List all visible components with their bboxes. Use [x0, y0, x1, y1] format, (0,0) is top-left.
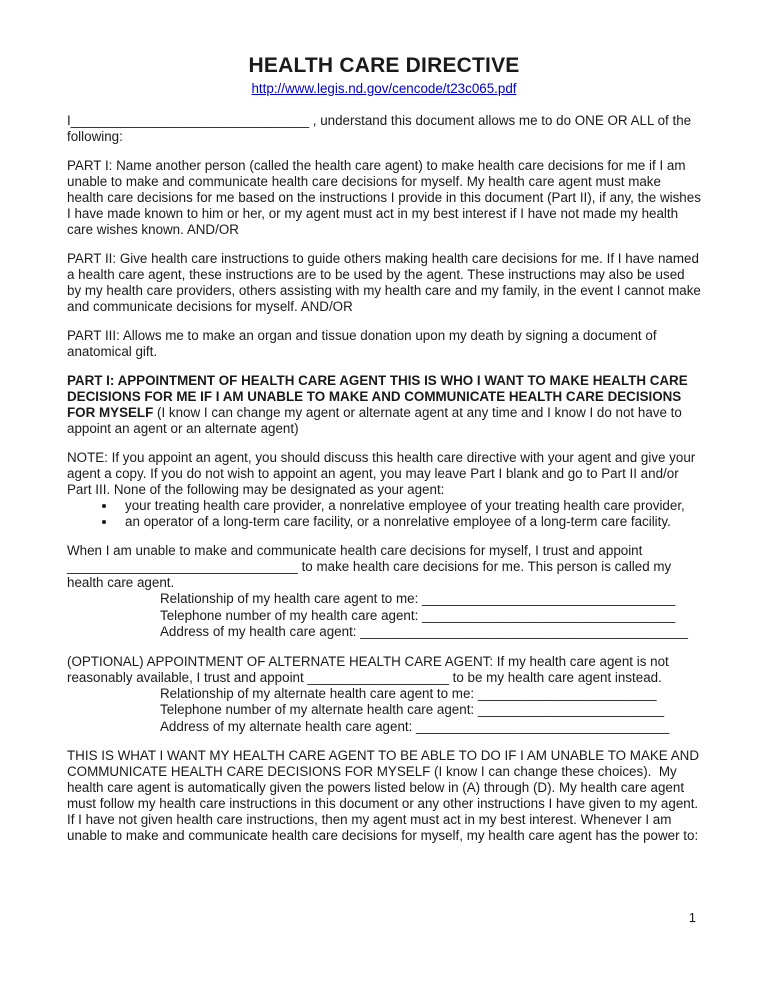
agent-relationship-field: Relationship of my health care agent to me: __________________________________: [160, 591, 676, 606]
part3-summary-paragraph: PART III: Allows me to make an organ and tissue donation upon my death by signing a document of anatomical gift.: [67, 328, 661, 359]
page-number: 1: [688, 910, 696, 925]
part1-heading-parenthetical: (I know I can change my agent or alternate agent at any time and I know I do not have to appoint an agent or an alternate agent): [67, 405, 686, 436]
agent-detail-fields: [160, 591, 701, 641]
agent-restrictions-list: [67, 498, 701, 530]
alternate-address-field: Address of my alternate health care agent: __________________________________: [160, 718, 670, 734]
agent-telephone-field: Telephone number of my health care agent: __________________________________: [160, 607, 676, 623]
list-item-treating-provider: • your treating health care provider, a nonrelative employee of your treating health care provider,: [117, 498, 701, 514]
agent-address-field: Address of my health care agent: ____________________________________________: [160, 624, 688, 639]
document-title: HEALTH CARE DIRECTIVE: [248, 54, 520, 77]
agent-powers-paragraph: THIS IS WHAT I WANT MY HEALTH CARE AGENT TO BE ABLE TO DO IF I AM UNABLE TO MAKE AND COMMUNICATE HEALTH CARE DECISIONS FOR MYSELF (I know I can change these choices). My health care agent is automatically given the powers listed below in (A) through (D). My health care agent must follow my health care instructions in this document or any other instructions I have given to my agent. If I have not given health care instructions, then my agent must act in my best interest. Whenever I am unable to make and communicate health care decisions for myself, my health care agent has the power to:: [67, 748, 703, 843]
source-link-line: [67, 81, 701, 97]
part2-summary-paragraph: PART II: Give health care instructions to guide others making health care decisions for me. If I have named a health care agent, these instructions are to be used by the agent. These instructions may also be used by my health care providers, others assisting with my health care and my family, in the event I cannot make and communicate decisions for myself. AND/OR: [67, 251, 705, 314]
agent-appointment-paragraph: When I am unable to make and communicate health care decisions for myself, I trust and appoint _______________________________ to make health care decisions for me. This person is called my health care agent.: [67, 543, 675, 590]
alternate-agent-paragraph: (OPTIONAL) APPOINTMENT OF ALTERNATE HEALTH CARE AGENT: If my health care agent is not reasonably available, I trust and appoint ___________________ to be my health care agent instead.: [67, 653, 673, 685]
alternate-agent-detail-fields: [160, 686, 701, 736]
source-link[interactable]: http://www.legis.nd.gov/cencode/t23c065.pdf: [251, 81, 517, 96]
part1-summary-paragraph: PART I: Name another person (called the health care agent) to make health care decisions for me if I am unable to make and communicate health care decisions for myself. My health care agent must make health care decisions for me based on the instructions I provide in this document (Part II), if any, the wishes I have made known to him or her, or my agent must act in my best interest if I have not made my health care wishes known. AND/OR: [67, 158, 705, 237]
part1-heading-bold-text: PART I: APPOINTMENT OF HEALTH CARE AGENT THIS IS WHO I WANT TO MAKE HEALTH CARE DECISIONS FOR ME IF I AM UNABLE TO MAKE AND COMMUNICATE HEALTH CARE DECISIONS FOR MYSELF: [67, 373, 692, 420]
alternate-relationship-field: Relationship of my alternate health care agent to me: ________________________: [160, 685, 657, 701]
part1-heading-paragraph: [67, 373, 701, 437]
intro-paragraph: I________________________________ , understand this document allows me to do ONE OR ALL of the following:: [67, 113, 695, 144]
list-item-care-facility: • an operator of a long-term care facility, or a nonrelative employee of a long-term care facility.: [117, 514, 701, 530]
note-paragraph: NOTE: If you appoint an agent, you should discuss this health care directive with your agent and give your agent a copy. If you do not wish to appoint an agent, you may leave Part I blank and go to Part II and/or Part III. None of the following may be designated as your agent:: [67, 450, 699, 497]
alternate-telephone-field: Telephone number of my alternate health care agent: _________________________: [160, 702, 665, 717]
